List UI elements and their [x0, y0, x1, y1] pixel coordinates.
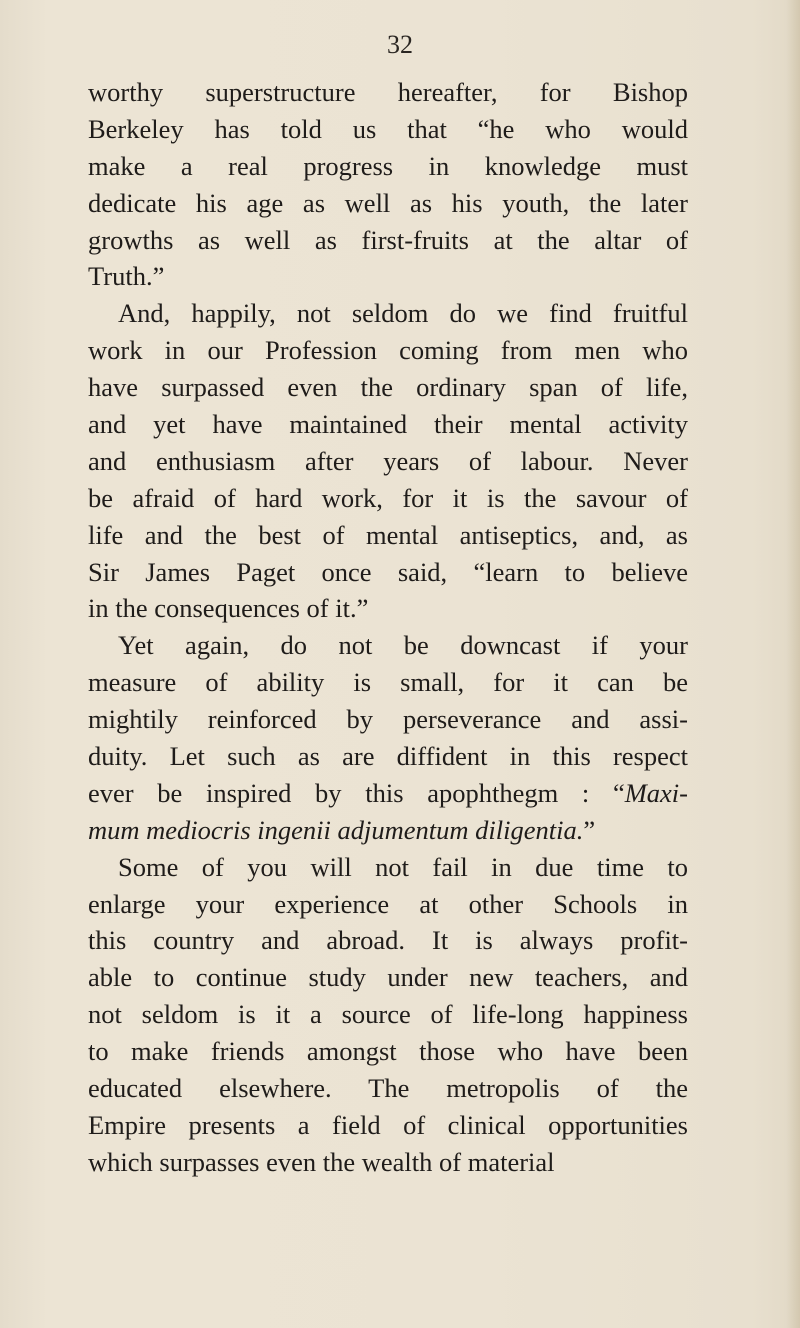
text-line: to make friends amongst those who have been [88, 1036, 688, 1067]
text-line: mightily reinforced by perseverance and assi- [88, 704, 688, 735]
text-line: worthy superstructure hereafter, for Bishop [88, 77, 688, 107]
text-line: and yet have maintained their mental activity [88, 409, 688, 440]
text-line: in the consequences of it.” [88, 593, 369, 624]
text-line: Sir James Paget once said, “learn to believe [88, 556, 688, 587]
italic-run: Maxi- [624, 777, 688, 808]
text-line [88, 812, 688, 849]
text-line: have surpassed even the ordinary span of life, [88, 372, 688, 403]
text-line: And, happily, not seldom do we find fruitful [118, 298, 688, 329]
text-line: dedicate his age as well as his youth, the later [88, 187, 688, 218]
text-line: educated elsewhere. The metropolis of the [88, 1073, 688, 1104]
text-line: and enthusiasm after years of labour. Never [88, 445, 688, 476]
text-line: able to continue study under new teachers, and [88, 962, 688, 993]
text-line: duity. Let such as are diffident in this respect [88, 741, 688, 772]
italic-run: mum mediocris ingenii adjumentum diligentia. [88, 814, 584, 845]
text-line: measure of ability is small, for it can be [88, 667, 688, 698]
text-line: Yet again, do not be downcast if your [118, 630, 688, 661]
text-run: ” [583, 814, 596, 845]
body-text [88, 74, 688, 1181]
text-line: be afraid of hard work, for it is the savour of [88, 482, 688, 513]
text-line: work in our Profession coming from men who [88, 335, 688, 366]
text-line: Berkeley has told us that “he who would [88, 113, 688, 144]
text-line: enlarge your experience at other Schools in [88, 888, 688, 919]
text-run: ever be inspired by this apophthegm : “ [88, 777, 625, 808]
text-line: life and the best of mental antiseptics, and, as [88, 519, 688, 550]
text-line: which surpasses even the wealth of material [88, 1146, 555, 1177]
text-line: Truth.” [88, 261, 165, 292]
text-line [88, 775, 688, 812]
text-line: Empire presents a field of clinical opportunities [88, 1109, 688, 1140]
text-line: this country and abroad. It is always profit- [88, 925, 688, 956]
text-line: not seldom is it a source of life-long happiness [88, 999, 688, 1030]
text-line: make a real progress in knowledge must [88, 150, 688, 181]
text-line: Some of you will not fail in due time to [118, 851, 688, 882]
page-number: 32 [387, 30, 413, 59]
page-edge-shadow [786, 0, 800, 1328]
text-line: growths as well as first-fruits at the altar of [88, 224, 688, 255]
